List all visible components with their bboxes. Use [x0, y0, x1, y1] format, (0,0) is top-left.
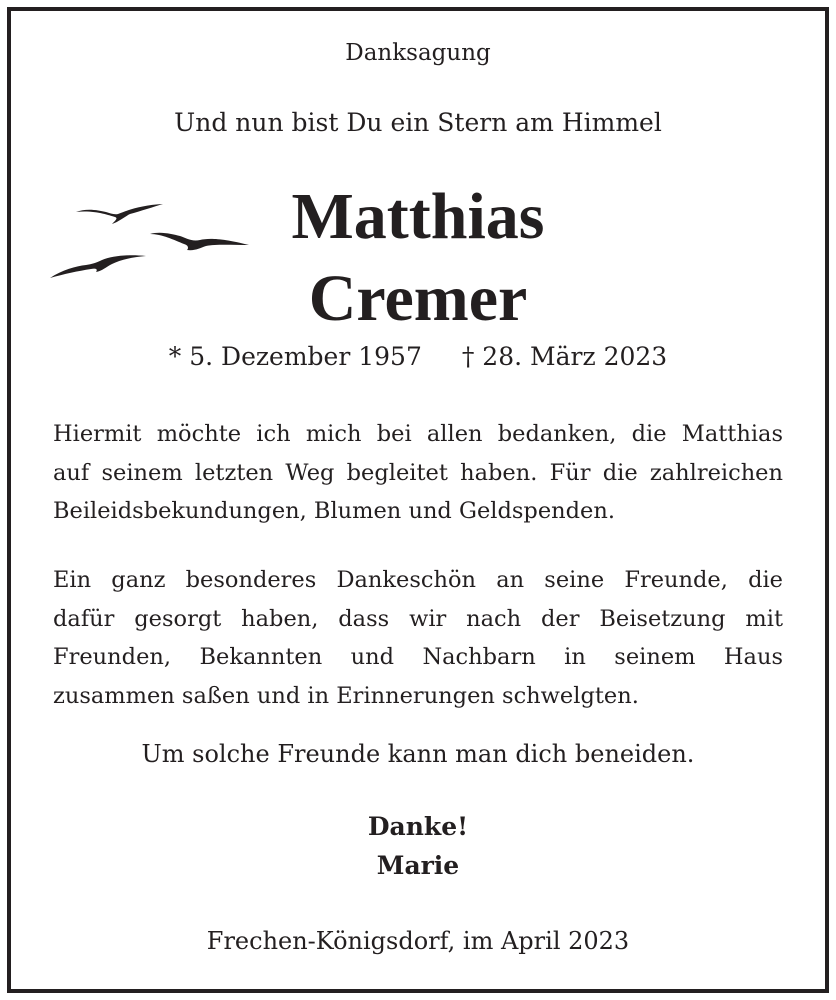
- bird-3: [50, 255, 146, 278]
- paragraph-line: Beileidsbekundungen, Blumen und Geldspenden.: [53, 498, 615, 524]
- thanks-word: Danke!: [367, 812, 469, 841]
- bird-2: [150, 233, 249, 250]
- place-and-date: Frechen-Königsdorf, im April 2023: [206, 927, 630, 955]
- closing-line: Um solche Freunde kann man dich beneiden.: [141, 740, 695, 768]
- deceased-first-name: Matthias: [291, 180, 545, 253]
- motto: Und nun bist Du ein Stern am Himmel: [174, 108, 662, 137]
- life-dates: [0, 342, 836, 371]
- paragraph-line: dafür gesorgt haben, dass wir nach der Beisetzung mit: [53, 605, 783, 632]
- paragraph-line: auf seinem letzten Weg begleitet haben. Für die zahlreichen: [53, 459, 783, 486]
- paragraph-line: Hiermit möchte ich mich bei allen bedanken, die Matthias: [53, 421, 783, 447]
- thanks-paragraph-1: [53, 415, 783, 531]
- paragraph-line: zusammen saßen und in Erinnerungen schwelgten.: [53, 682, 639, 709]
- signature: Marie: [376, 851, 460, 880]
- paragraph-line: Freunden, Bekannten und Nachbarn in seinem Haus: [53, 644, 783, 670]
- death-date: † 28. März 2023: [461, 342, 668, 371]
- bird-1: [76, 204, 163, 224]
- thanks-paragraph-2: [53, 561, 783, 715]
- notice-heading: Danksagung: [345, 40, 491, 66]
- flying-birds-icon: [46, 196, 252, 288]
- deceased-last-name: Cremer: [308, 262, 528, 335]
- paragraph-line: Ein ganz besonderes Dankeschön an seine Freunde, die: [53, 567, 783, 593]
- birth-date: * 5. Dezember 1957: [168, 342, 422, 371]
